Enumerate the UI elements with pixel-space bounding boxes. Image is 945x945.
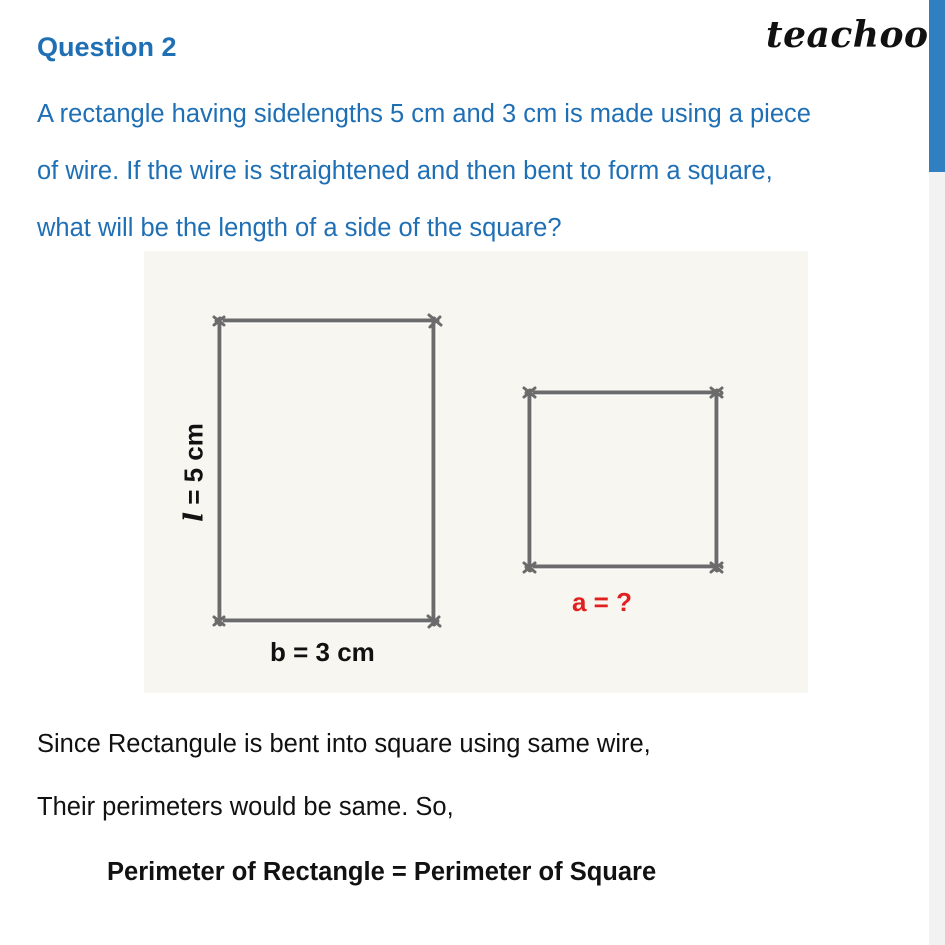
right-side-bar-accent (929, 0, 945, 172)
question-text (37, 86, 922, 257)
question-line-1: A rectangle having sidelengths 5 cm and 3 cm is made using a piece (37, 100, 811, 128)
wire-square (524, 388, 722, 572)
question-line-3: what will be the length of a side of the square? (37, 214, 562, 242)
wire-shapes-drawing (144, 251, 808, 693)
length-value: = 5 cm (178, 423, 209, 513)
length-variable: l (179, 512, 210, 522)
wire-figure (144, 251, 808, 693)
rectangle-length-label (179, 413, 210, 533)
solution-equation: Perimeter of Rectangle = Perimeter of Square (107, 858, 657, 886)
wire-rectangle (214, 315, 441, 627)
rectangle-breadth-label: b = 3 cm (270, 637, 375, 667)
question-line-2: of wire. If the wire is straightened and then bent to form a square, (37, 157, 773, 185)
question-title: Question 2 (37, 32, 177, 62)
solution-line-2: Their perimeters would be same. So, (37, 793, 454, 821)
square-side-label: a = ? (572, 587, 632, 617)
teachoo-logo: teachoo (766, 14, 929, 56)
solution-line-1: Since Rectangule is bent into square using same wire, (37, 730, 651, 758)
